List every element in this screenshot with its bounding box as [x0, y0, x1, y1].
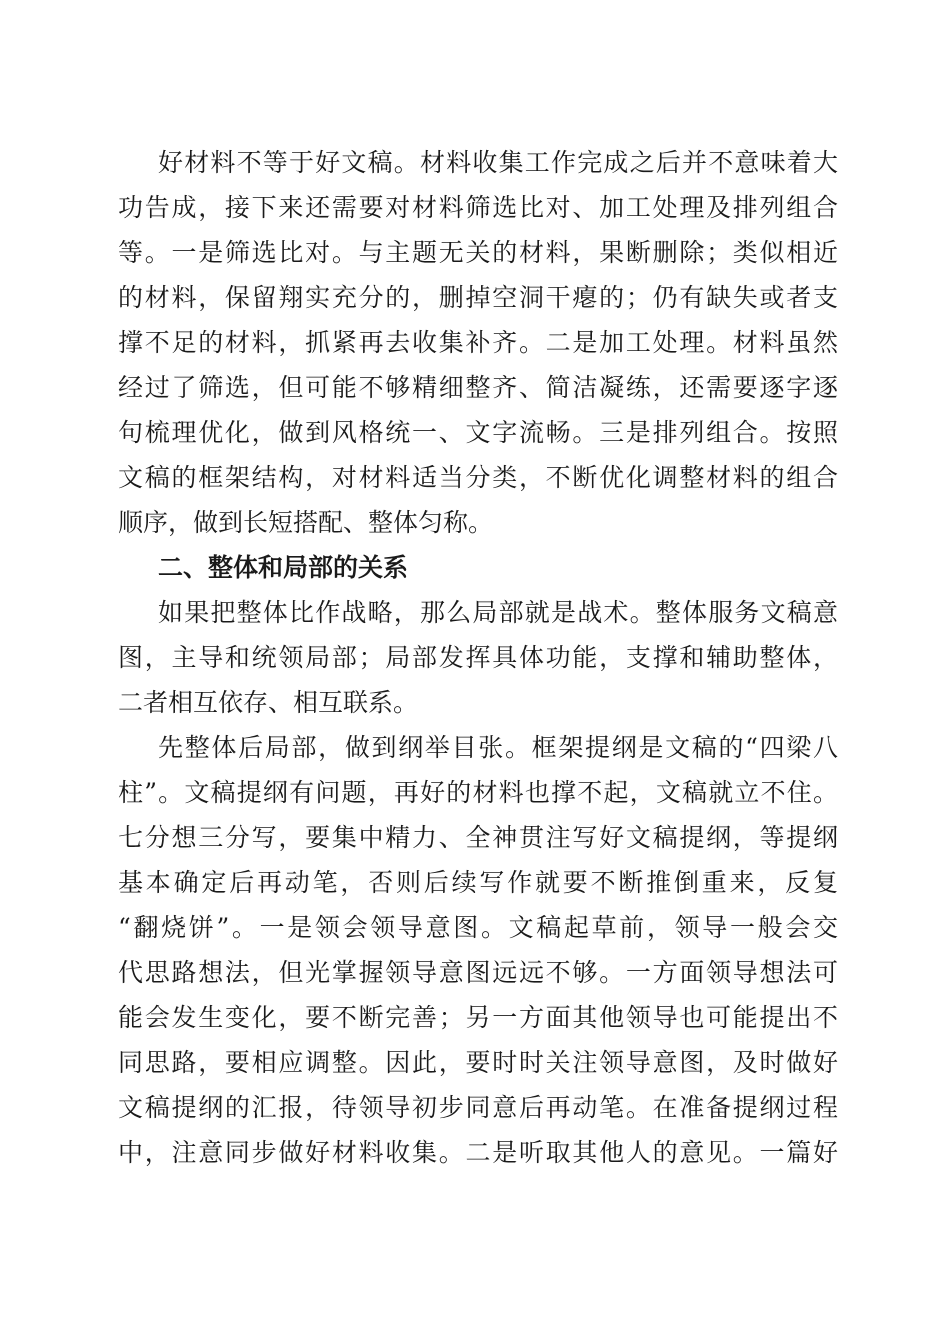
text-line: 二者相互依存、相互联系。	[118, 688, 419, 717]
text-line: 文稿的框架结构，对材料适当分类，不断优化调整材料的组合	[118, 463, 838, 492]
text-line: 等。一是筛选比对。与主题无关的材料，果断删除；类似相近	[118, 238, 838, 267]
text-line: 同思路，要相应调整。因此，要时时关注领导意图，及时做好	[118, 1048, 838, 1077]
text-line: 功告成，接下来还需要对材料筛选比对、加工处理及排列组合	[118, 193, 838, 222]
section-heading: 二、整体和局部的关系	[158, 553, 409, 582]
text-line: 撑不足的材料，抓紧再去收集补齐。二是加工处理。材料虽然	[118, 328, 838, 357]
text-line: 代思路想法，但光掌握领导意图远远不够。一方面领导想法可	[118, 958, 838, 987]
text-line: 中，注意同步做好材料收集。二是听取其他人的意见。一篇好	[118, 1138, 838, 1167]
text-line: 基本确定后再动笔，否则后续写作就要不断推倒重来，反复	[118, 868, 838, 897]
document-body	[118, 140, 838, 1175]
paragraph-whole-and-part	[118, 590, 838, 725]
text-line: 好材料不等于好文稿。材料收集工作完成之后并不意味着大	[158, 148, 838, 177]
text-line: 先整体后局部，做到纲举目张。框架提纲是文稿的“四梁八	[158, 733, 838, 762]
text-line: 句梳理优化，做到风格统一、文字流畅。三是排列组合。按照	[118, 418, 838, 447]
text-line: 图，主导和统领局部；局部发挥具体功能，支撑和辅助整体，	[118, 643, 838, 672]
text-line: 顺序，做到长短搭配、整体匀称。	[118, 508, 494, 537]
paragraph-materials-processing	[118, 140, 838, 545]
paragraph-outline-first	[118, 725, 838, 1175]
text-line: 文稿提纲的汇报，待领导初步同意后再动笔。在准备提纲过程	[118, 1093, 838, 1122]
text-line: 如果把整体比作战略，那么局部就是战术。整体服务文稿意	[158, 598, 838, 627]
text-line: 经过了筛选，但可能不够精细整齐、简洁凝练，还需要逐字逐	[118, 373, 838, 402]
text-line: “翻烧饼”。一是领会领导意图。文稿起草前，领导一般会交	[118, 913, 838, 942]
text-line: 柱”。文稿提纲有问题，再好的材料也撑不起，文稿就立不住。	[118, 778, 838, 807]
text-line: 的材料，保留翔实充分的，删掉空洞干瘪的；仍有缺失或者支	[118, 283, 838, 312]
text-line: 七分想三分写，要集中精力、全神贯注写好文稿提纲，等提纲	[118, 823, 838, 852]
text-line: 能会发生变化，要不断完善；另一方面其他领导也可能提出不	[118, 1003, 838, 1032]
